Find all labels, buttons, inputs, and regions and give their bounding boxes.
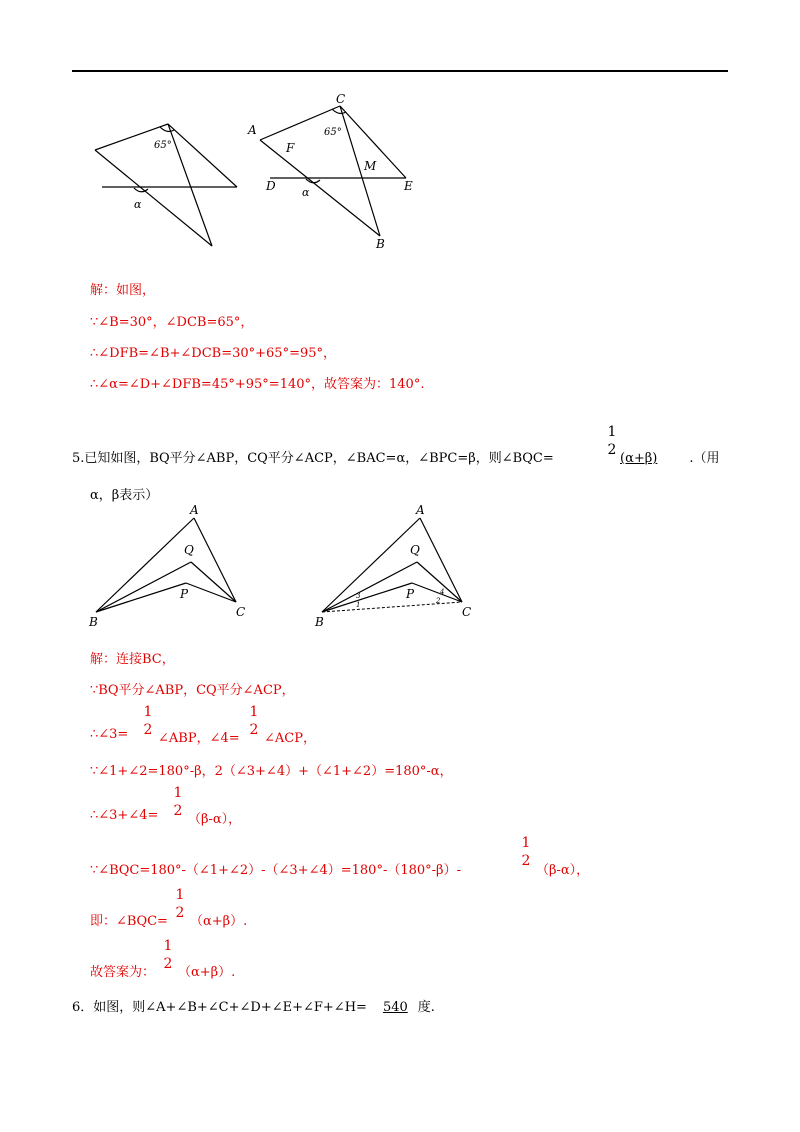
frac-num: 1 — [163, 938, 173, 954]
figure-triangles-1 — [90, 118, 240, 250]
q5-answer: (α+β) — [620, 451, 658, 466]
sol5-line3c: ∠ACP， — [264, 731, 316, 746]
fig4-label-A: A — [416, 503, 425, 517]
frac-num: 1 — [175, 887, 185, 903]
q6-text-b: 度. — [417, 1000, 435, 1015]
sol5-line5-frac — [172, 786, 184, 818]
fig2-label-M: M — [364, 159, 377, 173]
fig4-label-C: C — [462, 605, 472, 619]
frac-num: 1 — [173, 785, 183, 801]
fig2-label-F: F — [286, 141, 295, 155]
q5-fraction — [606, 425, 618, 457]
frac-den: 2 — [175, 905, 185, 921]
sol5-line1: 解：连接BC， — [90, 652, 175, 667]
frac-den: 2 — [173, 803, 183, 819]
figure-quadrilateral-4 — [312, 502, 482, 630]
q5-text-a: 5.已知如图，BQ平分∠ABP，CQ平分∠ACP，∠BAC=α，∠BPC=β，则∠BQC= — [72, 451, 554, 466]
q5-text — [72, 447, 554, 466]
sol4-line1: 解：如图， — [90, 283, 156, 298]
fig4-label-Q: Q — [410, 543, 420, 557]
fig3-label-Q: Q — [184, 543, 194, 557]
frac-den: 2 — [521, 853, 531, 869]
sol5-line8a: 故答案为： — [90, 965, 156, 980]
frac-num: 1 — [521, 835, 531, 851]
fig2-label-E: E — [404, 179, 413, 193]
sol5-line7-frac — [174, 888, 186, 920]
sol5-line8-frac — [162, 939, 174, 971]
fig4-label-B: B — [315, 615, 324, 629]
q6-text-a: 6．如图，则∠A+∠B+∠C+∠D+∠E+∠F+∠H= — [72, 1000, 367, 1015]
sol4-line3: ∴∠DFB=∠B+∠DCB=30°+65°=95°， — [90, 346, 337, 361]
fig1-angle-top: 65° — [154, 140, 172, 151]
fig2-label-C: C — [336, 92, 346, 106]
sol4-line2: ∵∠B=30°，∠DCB=65°， — [90, 315, 254, 330]
sol5-line2: ∵BQ平分∠ABP，CQ平分∠ACP， — [90, 683, 295, 698]
fig3-label-A: A — [190, 503, 199, 517]
sol5-line3-frac1 — [142, 705, 154, 737]
sol5-line4: ∵∠1+∠2=180°-β，2（∠3+∠4）+（∠1+∠2）=180°-α， — [90, 764, 453, 779]
q6-answer: 540 — [382, 1000, 408, 1015]
frac-den: 2 — [249, 722, 259, 738]
sol5-line6a: ∵∠BQC=180°-（∠1+∠2）-（∠3+∠4）=180°-（180°-β）- — [90, 863, 461, 878]
q5-frac-num: 1 — [607, 424, 617, 440]
sol5-line5a: ∴∠3+∠4= — [90, 808, 159, 823]
sol5-line7a: 即：∠BQC= — [90, 914, 168, 929]
sol5-line3-frac2 — [248, 705, 260, 737]
header-rule — [72, 70, 728, 72]
frac-den: 2 — [143, 722, 153, 738]
fig2-angle-bottom: α — [302, 186, 310, 199]
frac-num: 1 — [143, 704, 153, 720]
sol5-line5b: （β-α）， — [188, 812, 242, 827]
fig2-label-A: A — [248, 123, 257, 137]
fig3-label-B: B — [89, 615, 98, 629]
sol5-line6-frac — [520, 836, 532, 868]
frac-num: 1 — [249, 704, 259, 720]
frac-den: 2 — [163, 956, 173, 972]
q5-frac-den: 2 — [607, 442, 617, 458]
fig4-angle-4: 4 — [440, 588, 445, 596]
fig1-angle-bottom: α — [134, 198, 142, 211]
sol4-line4: ∴∠α=∠D+∠DFB=45°+95°=140°，故答案为：140°. — [90, 377, 425, 392]
fig4-label-P: P — [406, 587, 415, 601]
q5-answer-line — [620, 447, 719, 466]
sol5-line7b: （α+β）. — [190, 914, 248, 929]
sol5-line3b: ∠ABP，∠4= — [158, 731, 240, 746]
fig2-label-D: D — [266, 179, 276, 193]
fig2-angle-top: 65° — [324, 127, 342, 138]
q6-text — [72, 996, 435, 1015]
fig3-label-P: P — [180, 587, 189, 601]
q5-text-c: α，β表示） — [90, 488, 159, 503]
fig3-label-C: C — [236, 605, 246, 619]
fig4-angle-2: 2 — [436, 597, 441, 605]
figure-quadrilateral-3 — [86, 502, 256, 630]
sol5-line3a: ∴∠3= — [90, 727, 129, 742]
sol5-line8b: （α+β）. — [178, 965, 236, 980]
fig4-angle-3: 3 — [356, 592, 361, 600]
q5-text-b: .（用 — [689, 451, 720, 466]
fig4-angle-1: 1 — [356, 601, 361, 609]
figure-triangles-2 — [244, 90, 419, 252]
fig2-label-B: B — [376, 237, 385, 251]
sol5-line6b: （β-α）， — [536, 863, 590, 878]
